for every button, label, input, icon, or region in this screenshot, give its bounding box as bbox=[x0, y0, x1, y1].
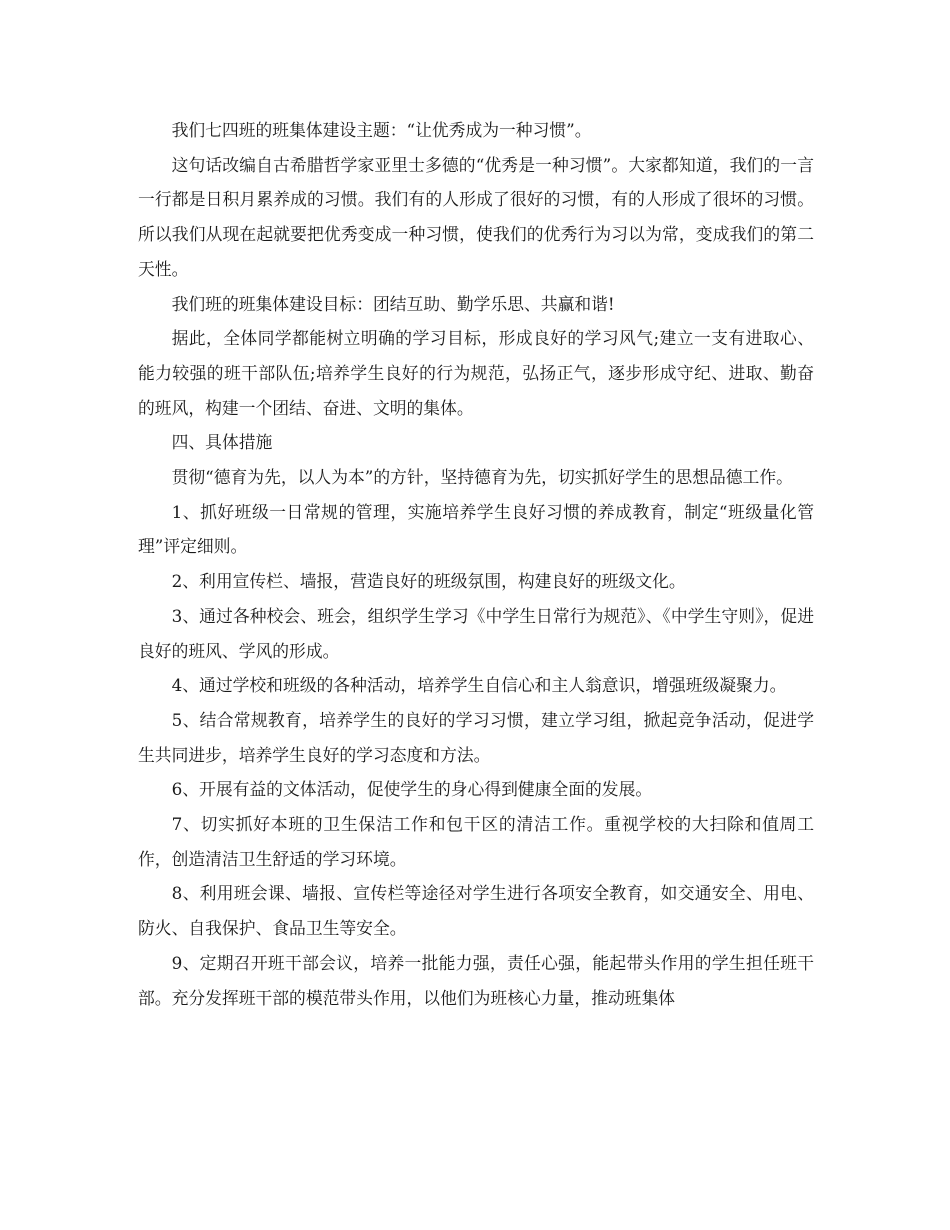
document-body bbox=[138, 113, 814, 1015]
measure-item-4: 4、通过学校和班级的各种活动，培养学生自信心和主人翁意识，增强班级凝聚力。 bbox=[171, 675, 787, 696]
measure-item-2: 2、利用宣传栏、墙报，营造良好的班级氛围，构建良好的班级文化。 bbox=[171, 571, 686, 592]
measure-item-8: 8、利用班会课、墙报、宣传栏等途径对学生进行各项安全教育，如交通安全、用电、防火、自我保护、食品卫生等安全。 bbox=[138, 883, 814, 939]
measure-item-6: 6、开展有益的文体活动，促使学生的身心得到健康全面的发展。 bbox=[171, 779, 653, 800]
paragraph-theme: 我们七四班的班集体建设主题：“让优秀成为一种习惯”。 bbox=[171, 120, 592, 140]
paragraph-policy: 贯彻“德育为先，以人为本”的方针，坚持德育为先，切实抓好学生的思想品德工作。 bbox=[171, 467, 793, 488]
paragraph-goal: 我们班的班集体建设目标：团结互助、勤学乐思、共赢和谐! bbox=[171, 293, 615, 314]
measure-item-5: 5、结合常规教育，培养学生的良好的学习习惯，建立学习组，掀起竞争活动，促进学生共同进步，培养学生良好的学习态度和方法。 bbox=[138, 709, 814, 765]
section-heading-measures: 四、具体措施 bbox=[171, 432, 273, 453]
measure-item-9: 9、定期召开班干部会议，培养一批能力强，责任心强，能起带头作用的学生担任班干部。充分发挥班干部的模范带头作用，以他们为班核心力量，推动班集体 bbox=[138, 952, 814, 1008]
measure-item-1: 1、抓好班级一日常规的管理，实施培养学生良好习惯的养成教育，制定“班级量化管理”评定细则。 bbox=[138, 501, 814, 557]
measure-item-7: 7、切实抓好本班的卫生保洁工作和包干区的清洁工作。重视学校的大扫除和值周工作，创造清洁卫生舒适的学习环境。 bbox=[138, 814, 814, 869]
measure-item-3: 3、通过各种校会、班会，组织学生学习《中学生日常行为规范》、《中学生守则》，促进良好的班风、学风的形成。 bbox=[138, 605, 814, 661]
paragraph-goal-detail: 据此，全体同学都能树立明确的学习目标，形成良好的学习风气;建立一支有进取心、能力较强的班干部队伍;培养学生良好的行为规范，弘扬正气，逐步形成守纪、进取、勤奋的班风，构建一个团结、奋进、文明的集体。 bbox=[138, 328, 814, 418]
paragraph-theme-explanation: 这句话改编自古希腊哲学家亚里士多德的“优秀是一种习惯”。大家都知道，我们的一言一行都是日积月累养成的习惯。我们有的人形成了很好的习惯，有的人形成了很坏的习惯。所以我们从现在起就要把优秀变成一种习惯，使我们的优秀行为习以为常，变成我们的第二天性。 bbox=[138, 154, 814, 279]
